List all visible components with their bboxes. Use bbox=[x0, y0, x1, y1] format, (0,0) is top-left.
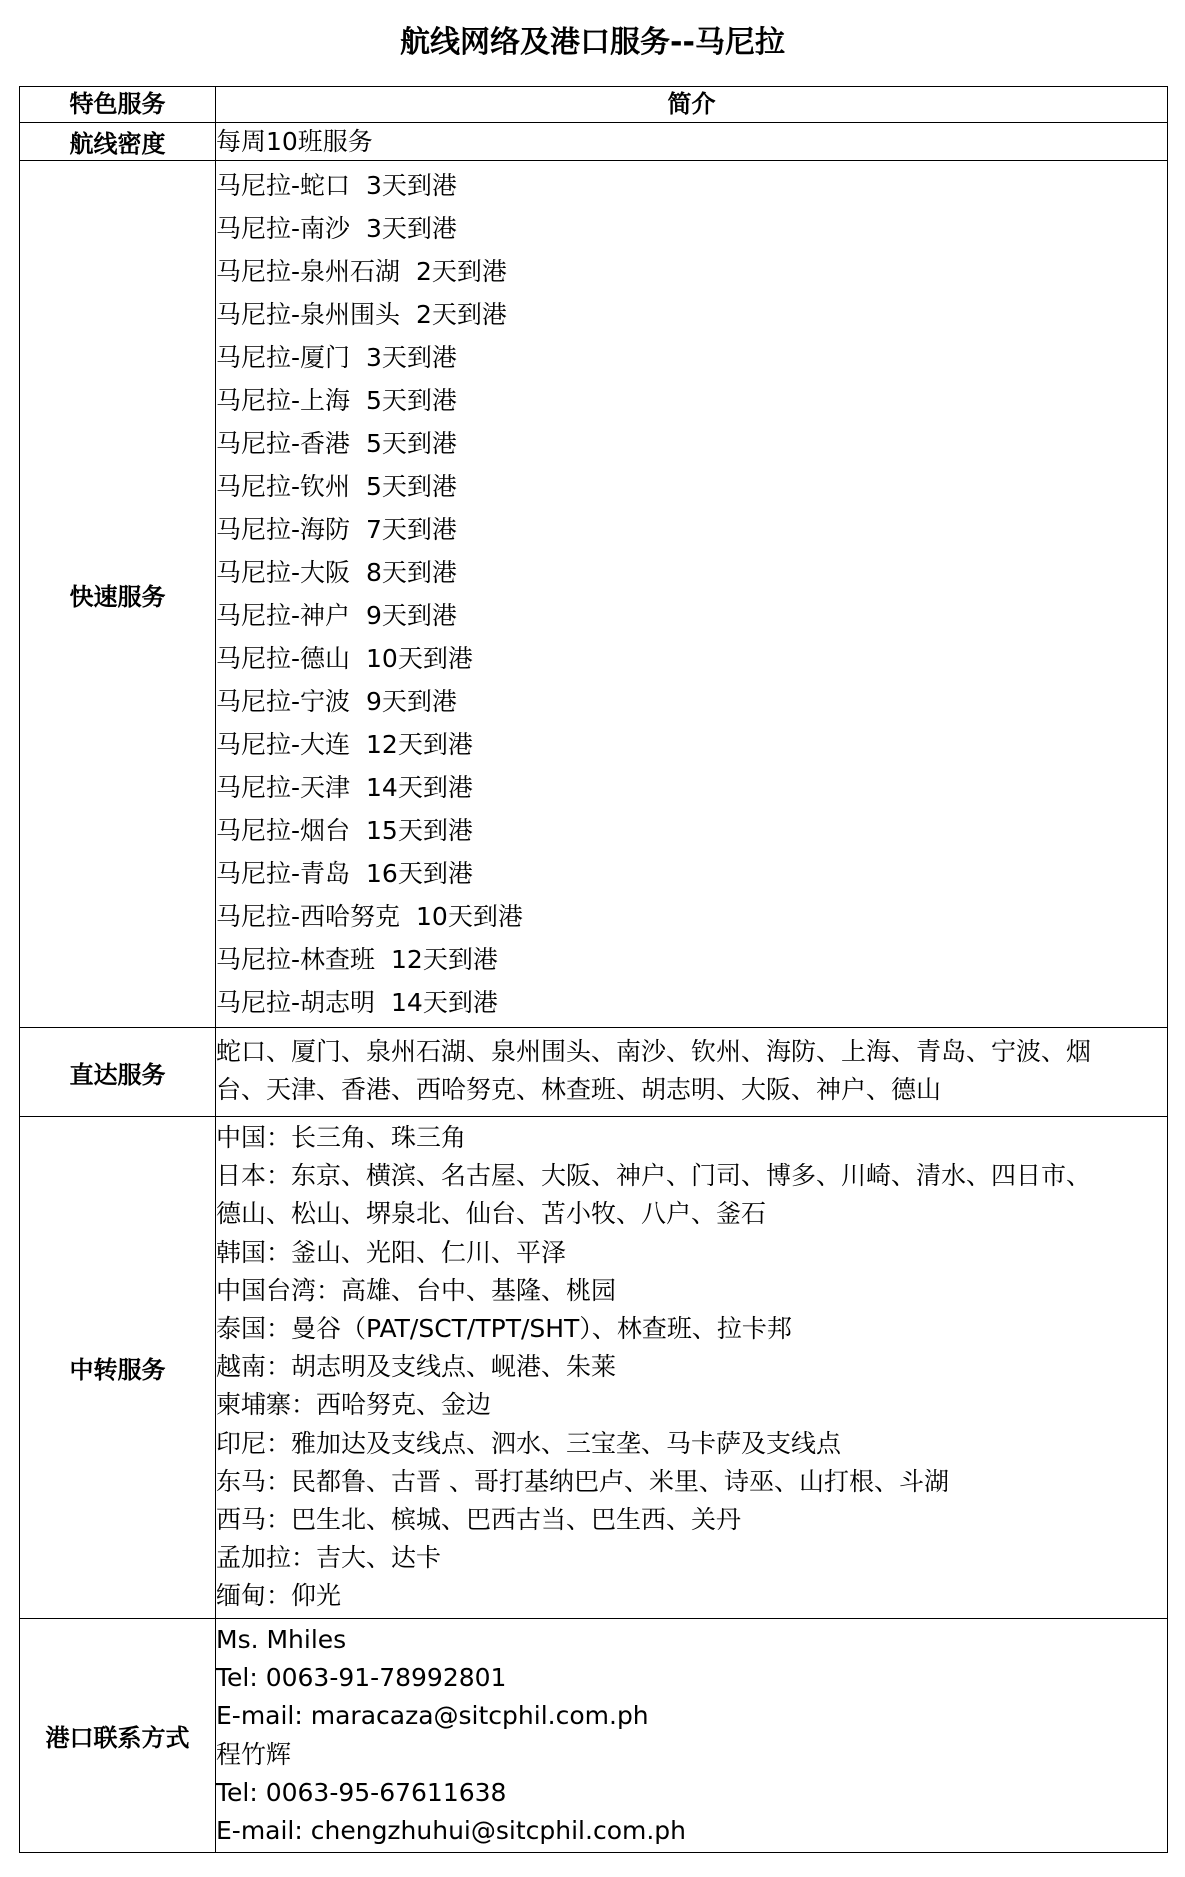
transit-time: 2天到港 bbox=[416, 300, 507, 329]
transit-time: 5天到港 bbox=[366, 386, 457, 415]
header-feature-service: 特色服务 bbox=[20, 87, 216, 123]
route-name: 马尼拉-烟台 bbox=[216, 816, 351, 845]
route-name: 马尼拉-林查班 bbox=[216, 945, 376, 974]
header-introduction: 简介 bbox=[216, 87, 1168, 123]
contact-tel: Tel: 0063-95-67611638 bbox=[216, 1777, 507, 1807]
transit-time: 3天到港 bbox=[366, 171, 457, 200]
transit-time: 15天到港 bbox=[366, 816, 473, 845]
express-route-item bbox=[216, 508, 1167, 551]
transfer-region-line: 韩国：釜山、光阳、仁川、平泽 bbox=[216, 1237, 567, 1267]
route-name: 马尼拉-大连 bbox=[216, 730, 351, 759]
contact-name: Ms. Mhiles bbox=[216, 1624, 347, 1654]
route-name: 马尼拉-海防 bbox=[216, 515, 351, 544]
transit-time: 9天到港 bbox=[366, 687, 457, 716]
express-service-label: 快速服务 bbox=[20, 161, 216, 1028]
port-contact-details bbox=[216, 1618, 1168, 1853]
route-name: 马尼拉-香港 bbox=[216, 429, 351, 458]
transit-time: 3天到港 bbox=[366, 214, 457, 243]
transit-time: 5天到港 bbox=[366, 472, 457, 501]
route-name: 马尼拉-厦门 bbox=[216, 343, 351, 372]
transfer-region-line: 柬埔寨：西哈努克、金边 bbox=[216, 1390, 492, 1420]
transfer-service-label: 中转服务 bbox=[20, 1117, 216, 1619]
port-contact-row bbox=[20, 1618, 1168, 1853]
port-contact-label: 港口联系方式 bbox=[20, 1618, 216, 1853]
transit-time: 2天到港 bbox=[416, 257, 507, 286]
transfer-region-line: 孟加拉：吉大、达卡 bbox=[216, 1543, 442, 1573]
direct-service-row bbox=[20, 1028, 1168, 1117]
contact-email: E-mail: chengzhuhui@sitcphil.com.ph bbox=[216, 1816, 687, 1846]
express-route-item bbox=[216, 852, 1167, 895]
route-name: 马尼拉-神户 bbox=[216, 601, 351, 630]
express-route-item bbox=[216, 766, 1167, 809]
transit-time: 3天到港 bbox=[366, 343, 457, 372]
transit-time: 16天到港 bbox=[366, 859, 473, 888]
express-route-item bbox=[216, 895, 1167, 938]
route-name: 马尼拉-泉州石湖 bbox=[216, 257, 401, 286]
route-name: 马尼拉-钦州 bbox=[216, 472, 351, 501]
express-route-item bbox=[216, 207, 1167, 250]
transit-time: 9天到港 bbox=[366, 601, 457, 630]
contact-tel: Tel: 0063-91-78992801 bbox=[216, 1662, 507, 1692]
transfer-region-line: 中国：长三角、珠三角 bbox=[216, 1123, 467, 1152]
transfer-region-line: 中国台湾：高雄、台中、基隆、桃园 bbox=[216, 1275, 617, 1305]
express-route-item bbox=[216, 336, 1167, 379]
express-route-item bbox=[216, 293, 1167, 336]
route-name: 马尼拉-宁波 bbox=[216, 687, 351, 716]
express-route-item bbox=[216, 465, 1167, 508]
transit-time: 10天到港 bbox=[416, 902, 523, 931]
route-name: 马尼拉-南沙 bbox=[216, 214, 351, 243]
transfer-region-line: 日本：东京、横滨、名古屋、大阪、神户、门司、博多、川崎、清水、四日市、 bbox=[216, 1161, 1092, 1191]
route-name: 马尼拉-西哈努克 bbox=[216, 902, 401, 931]
direct-service-label: 直达服务 bbox=[20, 1028, 216, 1117]
transfer-region-line: 印尼：雅加达及支线点、泗水、三宝垄、马卡萨及支线点 bbox=[216, 1428, 842, 1458]
transfer-region-line: 越南：胡志明及支线点、岘港、朱莱 bbox=[216, 1352, 617, 1382]
page-title: 航线网络及港口服务--马尼拉 bbox=[400, 25, 785, 60]
express-route-item bbox=[216, 723, 1167, 766]
direct-service-ports bbox=[216, 1028, 1168, 1117]
express-route-item bbox=[216, 422, 1167, 465]
express-route-item bbox=[216, 594, 1167, 637]
route-density-label: 航线密度 bbox=[20, 123, 216, 161]
transfer-region-line: 德山、松山、堺泉北、仙台、苫小牧、八户、釜石 bbox=[216, 1199, 767, 1229]
service-table bbox=[19, 86, 1168, 1853]
route-name: 马尼拉-大阪 bbox=[216, 558, 351, 587]
transit-time: 12天到港 bbox=[366, 730, 473, 759]
transit-time: 14天到港 bbox=[391, 988, 498, 1017]
transit-time: 7天到港 bbox=[366, 515, 457, 544]
transfer-region-line: 东马：民都鲁、古晋 、哥打基纳巴卢、米里、诗巫、山打根、斗湖 bbox=[216, 1466, 949, 1496]
route-name: 马尼拉-天津 bbox=[216, 773, 351, 802]
route-density-text: 每周10班服务 bbox=[216, 123, 1168, 161]
transfer-region-line: 泰国：曼谷（PAT/SCT/TPT/SHT）、林查班、拉卡邦 bbox=[216, 1314, 792, 1344]
contact-name: 程竹辉 bbox=[216, 1739, 292, 1769]
transfer-service-list bbox=[216, 1117, 1168, 1619]
express-route-item bbox=[216, 680, 1167, 723]
route-name: 马尼拉-德山 bbox=[216, 644, 351, 673]
express-route-item bbox=[216, 981, 1167, 1024]
route-name: 马尼拉-上海 bbox=[216, 386, 351, 415]
route-name: 马尼拉-青岛 bbox=[216, 859, 351, 888]
express-route-item bbox=[216, 938, 1167, 981]
transfer-service-row bbox=[20, 1117, 1168, 1619]
transit-time: 14天到港 bbox=[366, 773, 473, 802]
transit-time: 5天到港 bbox=[366, 429, 457, 458]
express-route-item bbox=[216, 164, 1167, 207]
express-service-row bbox=[20, 161, 1168, 1028]
transit-time: 8天到港 bbox=[366, 558, 457, 587]
direct-ports-line: 蛇口、厦门、泉州石湖、泉州围头、南沙、钦州、海防、上海、青岛、宁波、烟 bbox=[216, 1037, 1092, 1066]
express-route-item bbox=[216, 637, 1167, 680]
table-header-row bbox=[20, 87, 1168, 123]
express-route-item bbox=[216, 809, 1167, 852]
transfer-region-line: 西马：巴生北、槟城、巴西古当、巴生西、关丹 bbox=[216, 1505, 742, 1535]
contact-email: E-mail: maracaza@sitcphil.com.ph bbox=[216, 1701, 649, 1731]
express-route-list bbox=[216, 161, 1168, 1028]
transit-time: 10天到港 bbox=[366, 644, 473, 673]
route-name: 马尼拉-泉州围头 bbox=[216, 300, 401, 329]
transit-time: 12天到港 bbox=[391, 945, 498, 974]
express-route-item bbox=[216, 379, 1167, 422]
express-route-item bbox=[216, 551, 1167, 594]
route-name: 马尼拉-蛇口 bbox=[216, 171, 351, 200]
express-route-item bbox=[216, 250, 1167, 293]
route-name: 马尼拉-胡志明 bbox=[216, 988, 376, 1017]
route-density-row bbox=[20, 123, 1168, 161]
transfer-region-line: 缅甸：仰光 bbox=[216, 1581, 342, 1611]
direct-ports-line: 台、天津、香港、西哈努克、林查班、胡志明、大阪、神户、德山 bbox=[216, 1075, 942, 1104]
